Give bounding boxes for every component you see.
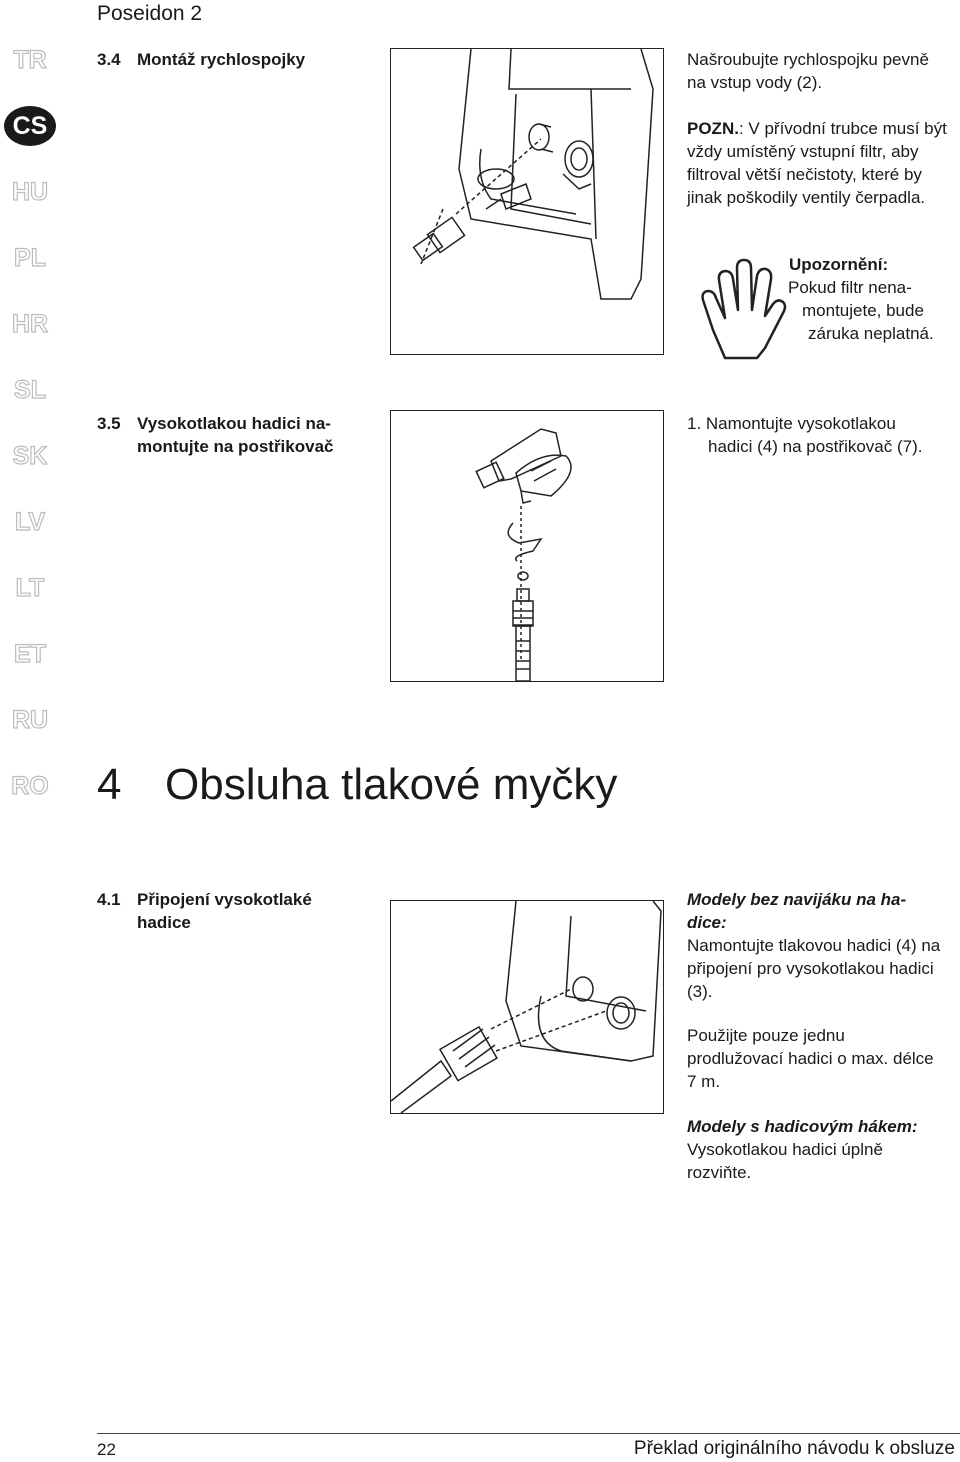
language-tab-tr[interactable]: TR [13,46,47,74]
language-tab-hu[interactable]: HU [11,178,49,206]
language-tab-hr[interactable]: HR [11,310,49,338]
language-tab-sk[interactable]: SK [12,442,48,470]
chapter-title: Obsluha tlakové myčky [165,760,618,809]
hose-connection-illustration [391,901,663,1113]
figure-spray-gun-hose [390,410,664,682]
note-text: : V přívodní trubce musí být vždy umístěný vstupní filtr, aby filtroval větší nečistoty, které by jinak poškodily ventily čerpadla. [687,119,947,207]
footer-text: Překlad originálního návodu k obsluze [633,1438,955,1459]
page-number: 22 [97,1440,116,1459]
warning-line-2: montujete, bude [802,301,924,320]
spray-gun-illustration [391,411,663,681]
language-tab-lv[interactable]: LV [14,508,46,536]
language-tab-cs[interactable]: CS [12,112,48,140]
section-title: Montáž rychlospojky [137,50,306,69]
language-tab-ru[interactable]: RU [11,706,49,734]
chapter-number: 4 [97,760,122,809]
s41-heading-models-without-reel: Modely bez navijáku na ha- dice: [687,890,907,932]
figure-high-pressure-hose [390,900,664,1114]
section-number: 3.4 [97,50,121,69]
warning-title: Upozornění: [789,255,889,274]
section-3-4-heading [97,48,305,71]
language-tab-pl[interactable]: PL [14,244,46,272]
warning-hand-icon [695,258,787,368]
footer-divider [97,1433,960,1434]
s35-paragraph-line-2: hadici (4) na postřikovač (7). [708,437,923,456]
language-tab-lt[interactable]: LT [15,574,45,602]
s41-heading-models-with-hook: Modely s hadicovým hákem: [687,1117,918,1136]
s41-paragraph-2: Použijte pouze jednu prodlužovací hadici o max. délce 7 m. [687,1026,934,1091]
section-4-1-heading: 4.1 Připojení vysokotlaké hadice [97,890,312,932]
section-3-5-heading: 3.5 Vysokotlakou hadici na- montujte na postřikovač [97,414,334,456]
s41-paragraph-1: Namontujte tlakovou hadici (4) na připojení pro vysokotlakou hadici (3). [687,936,941,1001]
s35-paragraph-line-1: 1. Namontujte vysokotlakou [687,414,896,433]
note-label: POZN. [687,119,739,138]
language-tab-sl[interactable]: SL [14,376,46,404]
s41-paragraph-3: Vysokotlakou hadici úplně rozviňte. [687,1140,883,1182]
figure-quick-coupling [390,48,664,355]
quick-coupling-illustration [391,49,663,354]
language-tab-et[interactable]: ET [14,640,46,668]
warning-line-1: Pokud filtr nena- [788,278,912,297]
warning-line-3: záruka neplatná. [808,324,934,343]
document-header-title: Poseidon 2 [97,2,203,25]
s34-paragraph-1: Našroubujte rychlospojku pevně na vstup vody (2). [687,50,929,92]
chapter-4-heading [97,760,617,810]
s34-note [687,117,949,209]
language-tab-ro[interactable]: RO [11,772,49,800]
